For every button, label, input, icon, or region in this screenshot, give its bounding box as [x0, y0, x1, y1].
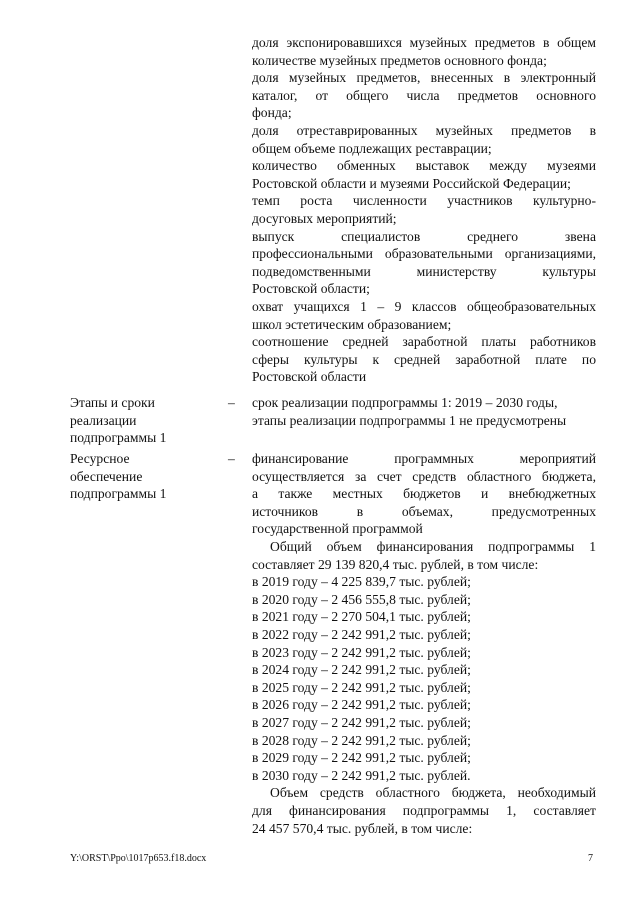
- stages-label-line: Этапы и сроки: [70, 395, 155, 410]
- stages-dash: –: [228, 395, 235, 410]
- indicator-line: количество обменных выставок между музеями: [252, 158, 596, 174]
- resources-label-line: подпрограммы 1: [70, 486, 167, 502]
- indicator-line: Ростовской области;: [252, 281, 370, 297]
- resources-text-line: а также местных бюджетов и внебюджетных: [252, 486, 596, 502]
- indicator-line: школ эстетическим образованием;: [252, 316, 452, 332]
- resources-text-line: в 2023 году – 2 242 991,2 тыс. рублей;: [252, 644, 471, 660]
- resources-label-line: обеспечение: [70, 468, 143, 484]
- resources-text-line: в 2025 году – 2 242 991,2 тыс. рублей;: [252, 679, 471, 695]
- resources-text-line: осуществляется за счет средств областного бюджета,: [252, 468, 596, 484]
- resources-text-line: в 2019 году – 4 225 839,7 тыс. рублей;: [252, 574, 471, 590]
- indicator-line: выпуск специалистов среднего звена: [252, 228, 596, 244]
- footer-page-number: 7: [588, 853, 593, 864]
- indicator-line: досуговых мероприятий;: [252, 211, 397, 226]
- indicator-line: общем объеме подлежащих реставрации;: [252, 140, 492, 156]
- resources-text-line: в 2022 году – 2 242 991,2 тыс. рублей;: [252, 627, 471, 642]
- indicator-line: доля музейных предметов, внесенных в электронный: [252, 70, 596, 86]
- resources-dash: –: [228, 451, 235, 466]
- footer-file-path: Y:\ORST\Ppo\1017p653.f18.docx: [70, 853, 207, 864]
- resources-text-line: финансирование программных мероприятий: [252, 451, 596, 466]
- resources-label-line: Ресурсное: [70, 451, 130, 466]
- stages-text-line: срок реализации подпрограммы 1: 2019 – 2030 годы,: [252, 395, 558, 410]
- indicator-line: Ростовской области и музеями Российской Федерации;: [252, 175, 571, 191]
- resources-text-line: в 2021 году – 2 270 504,1 тыс. рублей;: [252, 609, 471, 625]
- indicator-line: доля отреставрированных музейных предметов в: [252, 123, 596, 138]
- indicator-line: фонда;: [252, 105, 292, 121]
- resources-text-line: Общий объем финансирования подпрограммы 1: [270, 539, 596, 554]
- resources-text-line: для финансирования подпрограммы 1, составляет: [252, 803, 596, 818]
- indicator-line: соотношение средней заработной платы работников: [252, 334, 596, 350]
- stages-label-line: подпрограммы 1: [70, 430, 167, 446]
- indicator-line: Ростовской области: [252, 369, 367, 385]
- resources-text-line: в 2020 году – 2 456 555,8 тыс. рублей;: [252, 591, 471, 607]
- resources-text-line: в 2030 году – 2 242 991,2 тыс. рублей.: [252, 767, 471, 783]
- indicator-line: доля экспонировавшихся музейных предметов в общем: [252, 35, 596, 50]
- resources-text-line: источников в объемах, предусмотренных: [252, 503, 596, 519]
- resources-text-line: в 2024 году – 2 242 991,2 тыс. рублей;: [252, 662, 471, 678]
- indicator-line: охват учащихся 1 – 9 классов общеобразовательных: [252, 299, 596, 314]
- indicator-line: количестве музейных предметов основного фонда;: [252, 52, 547, 68]
- resources-text-line: в 2026 году – 2 242 991,2 тыс. рублей;: [252, 697, 471, 713]
- stages-text-line: этапы реализации подпрограммы 1 не предусмотрены: [252, 412, 567, 428]
- indicator-line: подведомственными министерству культуры: [252, 263, 596, 279]
- resources-text-line: в 2029 году – 2 242 991,2 тыс. рублей;: [252, 750, 471, 766]
- indicator-line: темп роста численности участников культурно-: [252, 193, 596, 209]
- resources-text-line: в 2027 году – 2 242 991,2 тыс. рублей;: [252, 715, 471, 730]
- indicator-line: профессиональными образовательными организациями,: [252, 246, 596, 262]
- resources-text-line: составляет 29 139 820,4 тыс. рублей, в том числе:: [252, 556, 539, 572]
- indicator-line: сферы культуры к средней заработной плате по: [252, 351, 596, 367]
- stages-label-line: реализации: [70, 412, 137, 428]
- resources-text-line: Объем средств областного бюджета, необходимый: [270, 785, 596, 801]
- resources-text-line: 24 457 570,4 тыс. рублей, в том числе:: [252, 820, 473, 836]
- resources-text-line: в 2028 году – 2 242 991,2 тыс. рублей;: [252, 732, 471, 748]
- resources-text-line: государственной программой: [252, 521, 423, 537]
- indicator-line: каталог, от общего числа предметов основного: [252, 87, 596, 103]
